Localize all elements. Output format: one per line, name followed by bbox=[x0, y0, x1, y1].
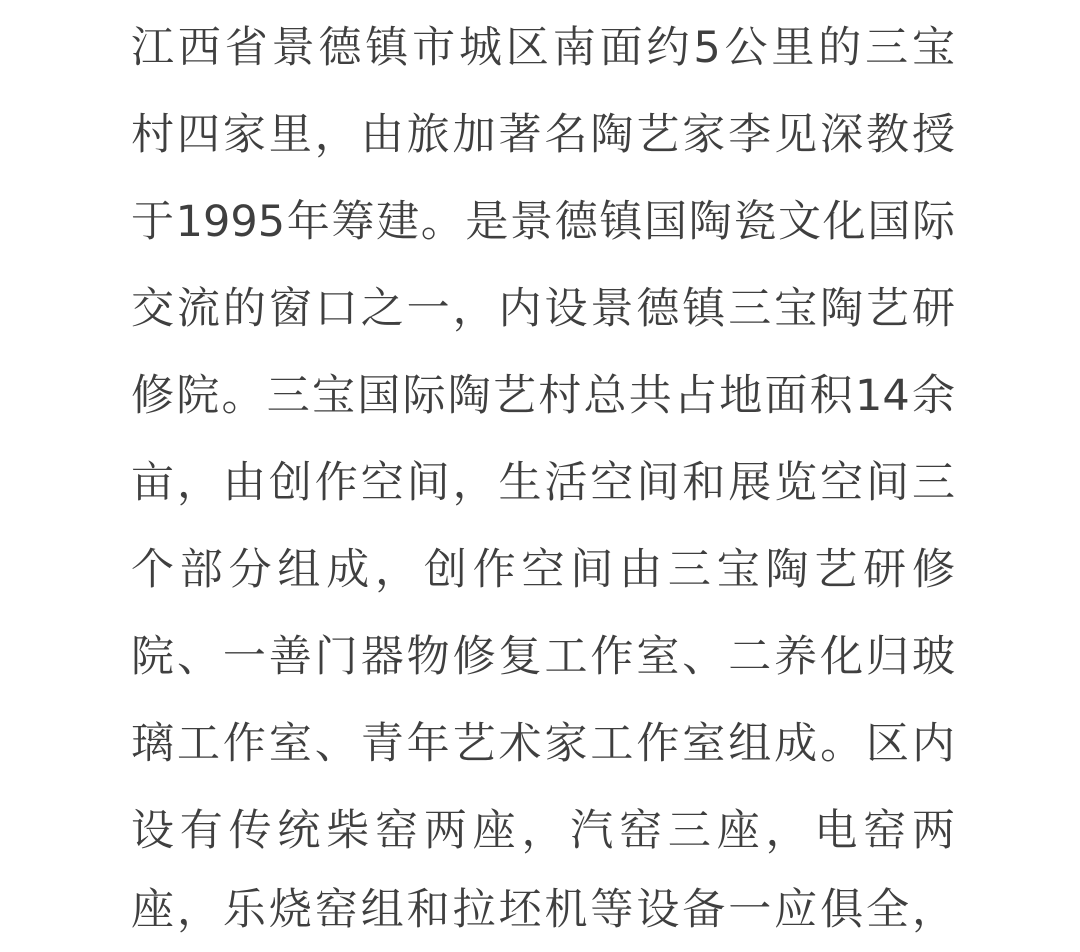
text-line: 璃工作室、青年艺术家工作室组成。区内 bbox=[131, 719, 955, 769]
text-line: 交流的窗口之一，内设景德镇三宝陶艺研 bbox=[131, 284, 955, 334]
text-line: 于1995年筹建。是景德镇国陶瓷文化国际 bbox=[131, 197, 955, 247]
text-line: 江西省景德镇市城区南面约5公里的三宝 bbox=[131, 23, 955, 73]
text-line: 座，乐烧窑组和拉坯机等设备一应俱全， bbox=[131, 885, 955, 935]
text-line: 亩，由创作空间，生活空间和展览空间三 bbox=[131, 458, 955, 508]
text-line: 设有传统柴窑两座，汽窑三座，电窑两 bbox=[131, 806, 955, 856]
text-line: 修院。三宝国际陶艺村总共占地面积14余 bbox=[131, 371, 955, 421]
text-line: 村四家里，由旅加著名陶艺家李见深教授 bbox=[131, 110, 955, 160]
text-line: 个部分组成，创作空间由三宝陶艺研修 bbox=[131, 545, 955, 595]
text-line: 院、一善门器物修复工作室、二养化归玻 bbox=[131, 632, 955, 682]
